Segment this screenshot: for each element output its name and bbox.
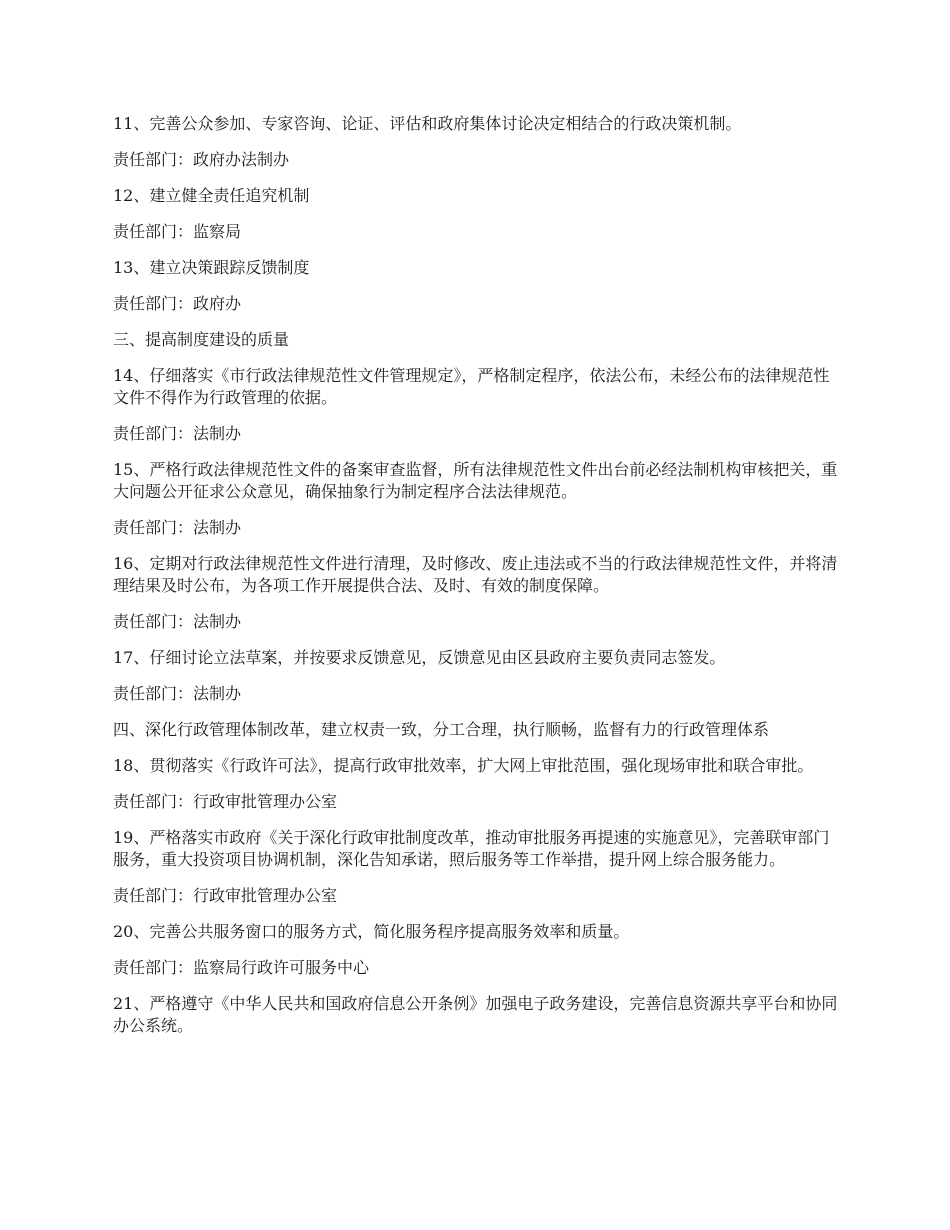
item-13-text: 13、建立决策跟踪反馈制度 (113, 258, 310, 277)
item-18-text: 18、贯彻落实《行政许可法》，提高行政审批效率，扩大网上审批范围，强化现场审批和联合审批。 (113, 756, 814, 775)
item-12-department: 责任部门：监察局 (113, 222, 242, 241)
item-17-text: 17、仔细讨论立法草案，并按要求反馈意见，反馈意见由区县政府主要负责同志签发。 (113, 648, 726, 667)
item-11-department: 责任部门：政府办法制办 (113, 150, 290, 169)
item-19-text: 19、严格落实市政府《关于深化行政审批制度改革，推动审批服务再提速的实施意见》，完善联审部门服务，重大投资项目协调机制，深化告知承诺，照后服务等工作举措，提升网上综合服务能力。 (113, 828, 830, 869)
item-20-department: 责任部门：监察局行政许可服务中心 (113, 958, 370, 977)
document-body (113, 113, 841, 1051)
item-15-text: 15、严格行政法律规范性文件的备案审查监督，所有法律规范性文件出台前必经法制机构审核把关，重大问题公开征求公众意见，确保抽象行为制定程序合法法律规范。 (113, 460, 838, 501)
section-4-heading: 四、深化行政管理体制改革，建立权责一致，分工合理，执行顺畅，监督有力的行政管理体系 (113, 720, 770, 739)
item-16-department: 责任部门：法制办 (113, 612, 242, 631)
item-20-text: 20、完善公共服务窗口的服务方式，简化服务程序提高服务效率和质量。 (113, 922, 630, 941)
section-3-heading: 三、提高制度建设的质量 (113, 330, 290, 349)
item-13-department: 责任部门：政府办 (113, 294, 242, 313)
item-14-department: 责任部门：法制办 (113, 424, 242, 443)
item-12-text: 12、建立健全责任追究机制 (113, 186, 310, 205)
item-11-text: 11、完善公众参加、专家咨询、论证、评估和政府集体讨论决定相结合的行政决策机制。 (113, 114, 742, 133)
item-17-department: 责任部门：法制办 (113, 684, 242, 703)
item-14-text: 14、仔细落实《市行政法律规范性文件管理规定》，严格制定程序，依法公布，未经公布的法律规范性文件不得作为行政管理的依据。 (113, 366, 830, 407)
item-21-text: 21、严格遵守《中华人民共和国政府信息公开条例》加强电子政务建设，完善信息资源共享平台和协同办公系统。 (113, 994, 838, 1035)
item-16-text: 16、定期对行政法律规范性文件进行清理，及时修改、废止违法或不当的行政法律规范性文件，并将清理结果及时公布，为各项工作开展提供合法、及时、有效的制度保障。 (113, 554, 838, 595)
item-19-department: 责任部门：行政审批管理办公室 (113, 886, 338, 905)
item-18-department: 责任部门：行政审批管理办公室 (113, 792, 338, 811)
item-15-department: 责任部门：法制办 (113, 518, 242, 537)
